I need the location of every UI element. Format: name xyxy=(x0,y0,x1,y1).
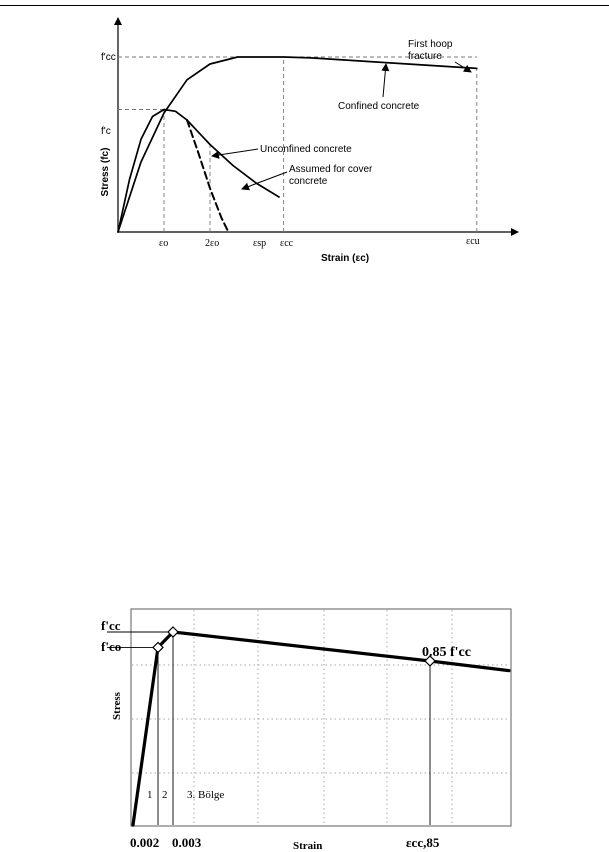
chart1-annotation-unconfined: Unconfined concrete xyxy=(260,144,352,155)
chart1-xtick-ecu: εcu xyxy=(466,236,480,247)
chart1-pointer-cover xyxy=(242,172,287,189)
chart2 xyxy=(101,609,511,852)
chart1-xtick-esp: εsp xyxy=(253,238,267,249)
chart1-annotation-confined: Confined concrete xyxy=(338,101,420,112)
chart1-ytick-fcc: f'cc xyxy=(101,52,116,63)
chart1-annotation-first-hoop: First hoop fracture xyxy=(408,39,453,62)
chart1-xtick-2eo: 2εo xyxy=(205,238,220,249)
chart2-annotation-zone2: 2 xyxy=(162,789,168,801)
chart1-xtick-eo: εo xyxy=(159,238,169,249)
chart1-pointer-confined xyxy=(383,64,386,97)
chart1-annotation-cover: Assumed for cover concrete xyxy=(289,164,373,187)
chart2-xtick-ecc85: εcc,85 xyxy=(406,835,440,850)
chart2-xtick-0003: 0.003 xyxy=(172,835,202,850)
chart2-ytick-fcc: f'cc xyxy=(101,618,121,633)
chart1-series-unconfined xyxy=(118,110,279,233)
chart2-annotation-085fcc: 0.85 f'cc xyxy=(422,645,471,660)
chart1-series-cover xyxy=(187,120,228,232)
chart1-ylabel: Stress (fc) xyxy=(100,147,111,197)
chart2-xtick-0002: 0.002 xyxy=(130,835,160,850)
chart2-ylabel: Stress xyxy=(111,692,123,720)
chart1-ytick-fc: f'c xyxy=(101,126,111,137)
chart2-annotation-zone3: 3. Bölge xyxy=(187,789,225,801)
chart1-xlabel: Strain (εc) xyxy=(321,253,370,264)
chart2-xlabel: Strain xyxy=(293,840,323,852)
chart1-xtick-ecc: εcc xyxy=(280,238,294,249)
chart1 xyxy=(100,18,518,264)
chart2-ytick-fco: f'co xyxy=(101,639,122,654)
chart2-annotation-zone1: 1 xyxy=(147,789,153,801)
